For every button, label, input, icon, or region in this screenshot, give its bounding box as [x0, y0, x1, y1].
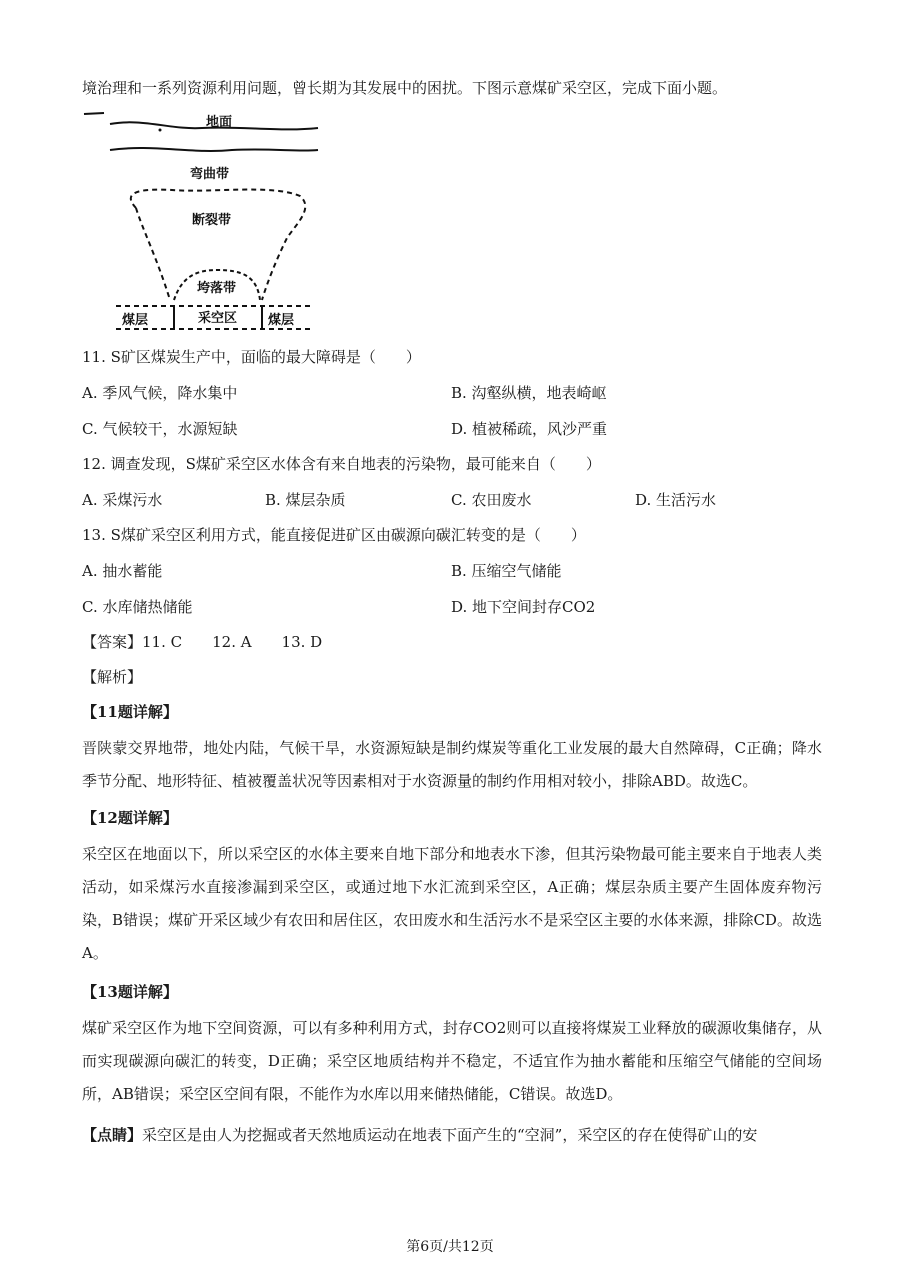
question-11-option-b: B. 沟壑纵横，地表崎岖	[451, 384, 607, 402]
analysis-label: 【解析】	[82, 668, 143, 686]
question-12-option-c: C. 农田废水	[451, 491, 532, 509]
diagram-label-fracture-zone: 断裂带	[192, 213, 232, 228]
diagram-label-coal-right: 煤层	[268, 313, 295, 328]
note-heading: 【点睛】	[82, 1126, 143, 1144]
question-13-option-b: B. 压缩空气储能	[451, 562, 562, 580]
intro-line: 境治理和一系列资源利用问题，曾长期为其发展中的困扰。下图示意煤矿采空区，完成下面小题。	[82, 79, 728, 97]
detail-13-heading: 【13题详解】	[82, 983, 178, 1001]
diagram-label-ground: 地面	[206, 115, 233, 130]
detail-11-text: 晋陕蒙交界地带，地处内陆，气候干旱，水资源短缺是制约煤炭等重化工业发展的最大自然障碍，C正确；降水季节分配、地形特征、植被覆盖状况等因素相对于水资源量的制约作用相对较小，排除ABD。故选C。	[82, 739, 822, 790]
question-11-stem: 11. S矿区煤炭生产中，面临的最大障碍是（ ）	[82, 348, 421, 366]
goaf-diagram	[82, 108, 322, 333]
note-text: 采空区是由人为挖掘或者天然地质运动在地表下面产生的“空洞”，采空区的存在使得矿山的安	[142, 1126, 758, 1144]
detail-12-heading: 【12题详解】	[82, 809, 178, 827]
question-11-option-d: D. 植被稀疏，风沙严重	[451, 420, 608, 438]
question-12-stem: 12. 调查发现，S煤矿采空区水体含有来自地表的污染物，最可能来自（ ）	[82, 455, 601, 473]
question-13-stem: 13. S煤矿采空区利用方式，能直接促进矿区由碳源向碳汇转变的是（ ）	[82, 526, 586, 544]
detail-12-text: 采空区在地面以下，所以采空区的水体主要来自地下部分和地表水下渗，但其污染物最可能主要来自于地表人类活动，如采煤污水直接渗漏到采空区，或通过地下水汇流到采空区，A正确；煤层杂质主要产生固体废弃物污染，B错误；煤矿开采区域少有农田和居住区，农田废水和生活污水不是采空区主要的水体来源，排除CD。故选A。	[82, 845, 822, 962]
answer-line: 【答案】11. C 12. A 13. D	[82, 633, 323, 651]
question-11-option-a: A. 季风气候，降水集中	[82, 384, 238, 402]
diagram-label-bend-zone: 弯曲带	[190, 167, 230, 182]
question-11-option-c: C. 气候较干，水源短缺	[82, 420, 238, 438]
page-footer: 第6页/共12页	[406, 1239, 494, 1255]
diagram-label-caving-zone: 垮落带	[197, 281, 237, 296]
detail-11-heading: 【11题详解】	[82, 703, 178, 721]
question-13-option-a: A. 抽水蓄能	[82, 562, 163, 580]
question-12-option-d: D. 生活污水	[635, 491, 717, 509]
question-13-option-d: D. 地下空间封存CO2	[451, 598, 596, 616]
question-13-option-c: C. 水库储热储能	[82, 598, 193, 616]
detail-13-text: 煤矿采空区作为地下空间资源，可以有多种利用方式，封存CO2则可以直接将煤炭工业释放的碳源收集储存，从而实现碳源向碳汇的转变，D正确；采空区地质结构并不稳定，不适宜作为抽水蓄能和压缩空气储能的空间场所，AB错误；采空区空间有限，不能作为水库以用来储热储能，C错误。故选D。	[82, 1019, 822, 1103]
question-12-option-b: B. 煤层杂质	[265, 491, 346, 509]
note-line	[82, 1125, 757, 1145]
diagram-label-coal-left: 煤层	[122, 313, 149, 328]
diagram-label-goaf: 采空区	[198, 311, 238, 326]
question-12-option-a: A. 采煤污水	[82, 491, 163, 509]
